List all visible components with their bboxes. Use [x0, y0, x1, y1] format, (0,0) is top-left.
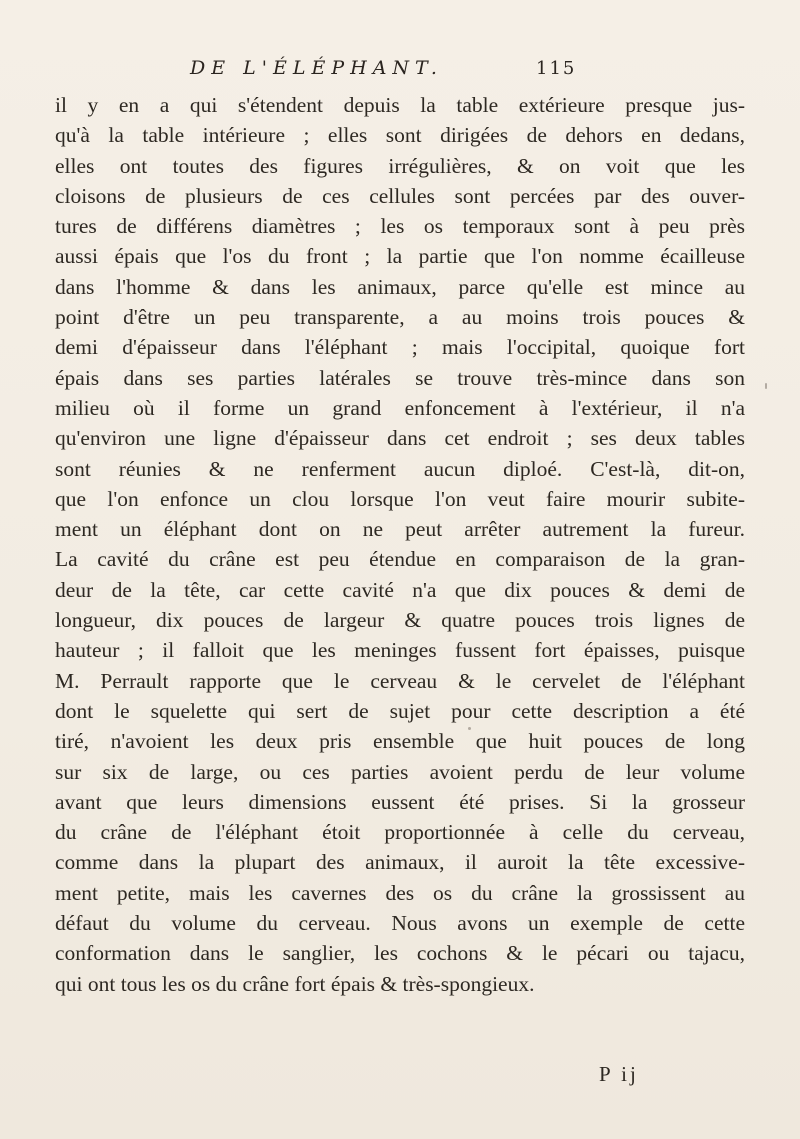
- paper-speck: [62, 740, 65, 743]
- text-line: épais dans ses parties latérales se trouve très-mince dans son: [55, 365, 745, 390]
- text-line: dont le squelette qui sert de sujet pour cette description a été: [55, 698, 745, 723]
- paper-speck: [765, 383, 767, 389]
- text-line: sur six de large, ou ces parties avoient perdu de leur volume: [55, 759, 745, 784]
- running-title: DE L'ÉLÉPHANT.: [190, 57, 443, 79]
- text-line: tiré, n'avoient les deux pris ensemble que huit pouces de long: [55, 729, 745, 754]
- text-line: aussi épais que l'os du front ; la partie que l'on nomme écailleuse: [55, 244, 745, 269]
- page-header: [190, 57, 610, 87]
- text-line: deur de la tête, car cette cavité n'a que dix pouces & demi de: [55, 577, 745, 602]
- text-line: longueur, dix pouces de largeur & quatre pouces trois lignes de: [55, 608, 745, 633]
- text-line: comme dans la plupart des animaux, il auroit la tête excessive-: [55, 850, 745, 875]
- signature-mark: P ij: [599, 1062, 639, 1086]
- text-line: il y en a qui s'étendent depuis la table extérieure presque jus-: [55, 93, 745, 117]
- text-line: qui ont tous les os du crâne fort épais & très-spongieux.: [55, 971, 535, 996]
- text-line: avant que leurs dimensions eussent été prises. Si la grosseur: [55, 789, 745, 814]
- text-line: cloisons de plusieurs de ces cellules sont percées par des ouver-: [55, 183, 745, 208]
- text-line: hauteur ; il falloit que les meninges fussent fort épaisses, puisque: [55, 638, 745, 663]
- text-line: ment un éléphant dont on ne peut arrêter autrement la fureur.: [55, 517, 745, 542]
- body-text: [55, 90, 745, 999]
- text-line: La cavité du crâne est peu étendue en comparaison de la gran-: [55, 547, 745, 572]
- text-line: conformation dans le sanglier, les cochons & le pécari ou tajacu,: [55, 941, 745, 966]
- text-line: M. Perrault rapporte que le cerveau & le cervelet de l'éléphant: [55, 668, 745, 693]
- text-line: demi d'épaisseur dans l'éléphant ; mais l'occipital, quoique fort: [55, 335, 745, 360]
- text-line: que l'on enfonce un clou lorsque l'on veut faire mourir subite-: [55, 486, 745, 511]
- paper-speck: [468, 727, 471, 730]
- text-line: qu'à la table intérieure ; elles sont dirigées de dehors en dedans,: [55, 123, 745, 148]
- text-line: elles ont toutes des figures irrégulières, & on voit que les: [55, 153, 745, 178]
- text-line: dans l'homme & dans les animaux, parce qu'elle est mince au: [55, 274, 745, 299]
- text-line: défaut du volume du cerveau. Nous avons un exemple de cette: [55, 911, 745, 936]
- text-line: sont réunies & ne renferment aucun diploé. C'est-là, dit-on,: [55, 456, 745, 481]
- text-line: du crâne de l'éléphant étoit proportionnée à celle du cerveau,: [55, 820, 745, 845]
- text-line: milieu où il forme un grand enfoncement à l'extérieur, il n'a: [55, 395, 745, 420]
- text-line: qu'environ une ligne d'épaisseur dans cet endroit ; ses deux tables: [55, 426, 745, 451]
- page-number: 115: [536, 58, 577, 79]
- text-line: point d'être un peu transparente, a au moins trois pouces &: [55, 305, 745, 330]
- text-line: ment petite, mais les cavernes des os du crâne la grossissent au: [55, 880, 745, 905]
- text-line: tures de différens diamètres ; les os temporaux sont à peu près: [55, 214, 745, 239]
